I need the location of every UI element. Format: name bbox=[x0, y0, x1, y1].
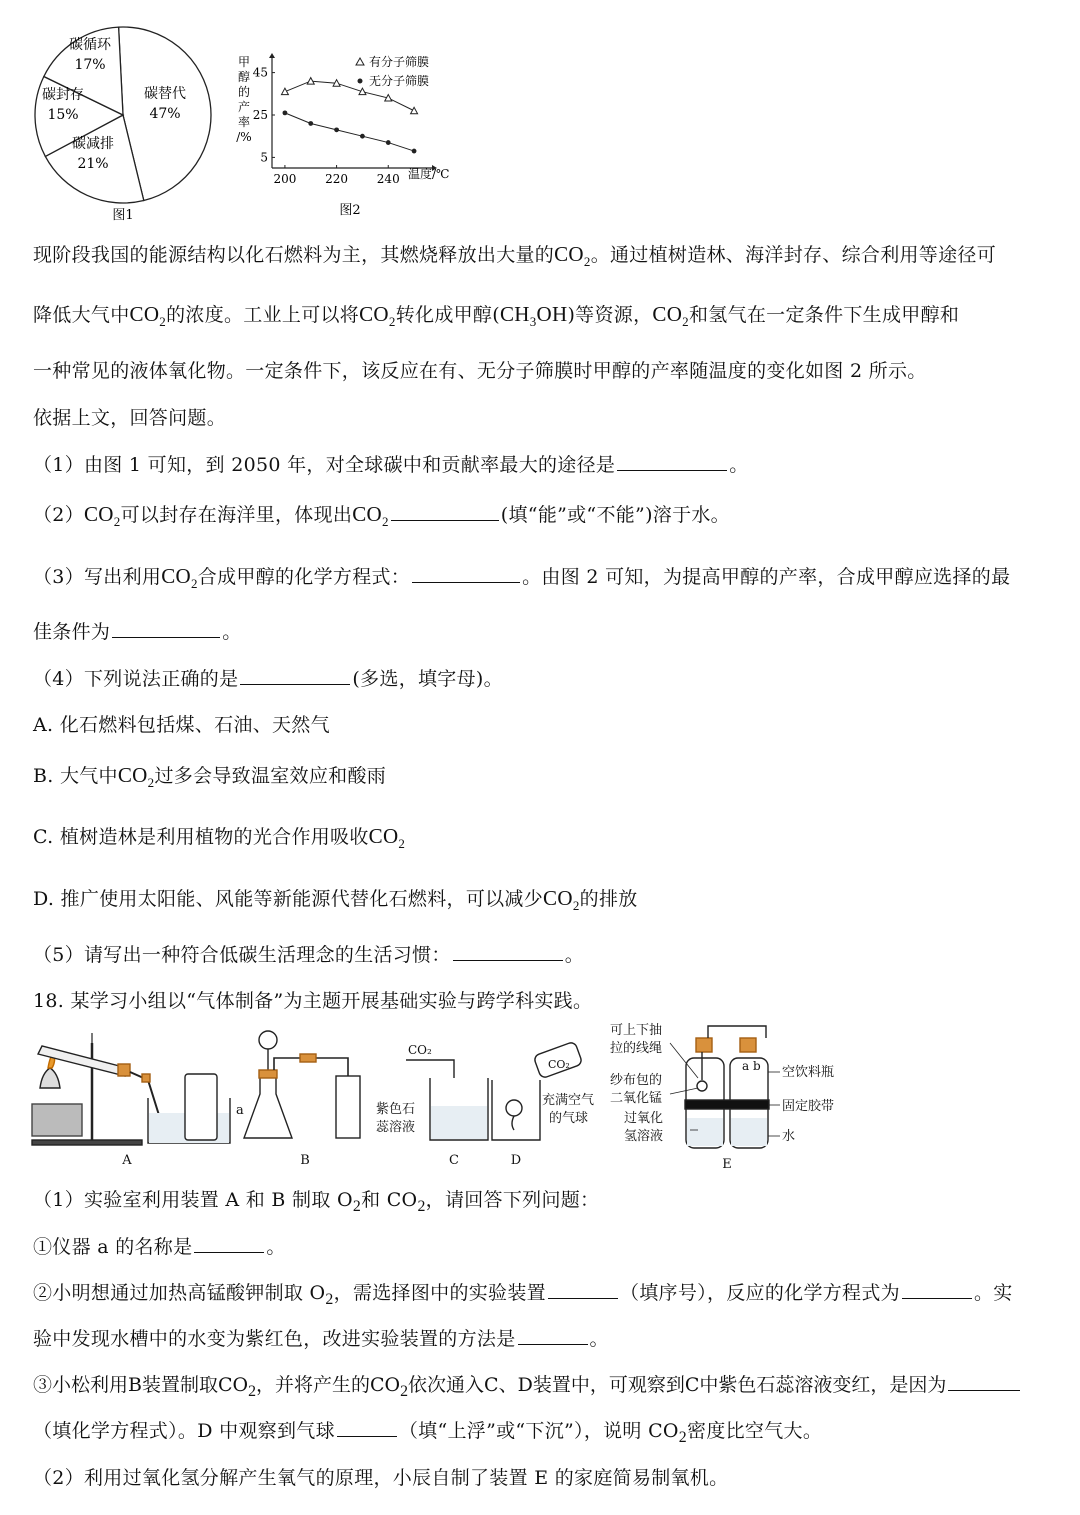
x-axis-label: 温度/℃ bbox=[408, 167, 450, 181]
e-water bbox=[731, 1118, 767, 1146]
c-gas-label: CO₂ bbox=[408, 1043, 432, 1057]
answer-blank[interactable] bbox=[902, 1280, 972, 1299]
pie-label-carbon-reduction: 碳减排 bbox=[72, 136, 114, 152]
gas-jar bbox=[336, 1076, 360, 1138]
e-ab-label: a b bbox=[742, 1059, 761, 1073]
flask-stopper bbox=[259, 1070, 277, 1078]
ylabel-char: 甲 bbox=[237, 55, 251, 69]
pie-value-carbon-substitution: 47% bbox=[149, 106, 181, 122]
legend bbox=[356, 54, 429, 88]
x-tick-label: 220 bbox=[325, 172, 349, 186]
sub-question-1-3-cont: （填化学方程式）。D 中观察到气球 （填“上浮”或“下沉”），说明 $CO_2$密度比空气大。 bbox=[33, 1420, 823, 1446]
sub-question-1-1: ①仪器 a 的名称是 。 bbox=[33, 1236, 286, 1258]
e-cap-right bbox=[740, 1038, 756, 1052]
answer-blank[interactable] bbox=[337, 1418, 397, 1437]
e-tape bbox=[685, 1100, 769, 1109]
passage-line-1 bbox=[33, 240, 996, 270]
conical-flask bbox=[244, 1074, 292, 1138]
ch3oh-formula: $CH_3OH$ bbox=[499, 302, 568, 330]
answer-blank[interactable] bbox=[453, 942, 563, 961]
data-point bbox=[308, 121, 313, 126]
co2-formula: $CO_2$ bbox=[84, 502, 121, 530]
pie-value-carbon-reduction: 21% bbox=[77, 156, 109, 172]
y-tick-label: 45 bbox=[252, 65, 268, 80]
passage-line-3: 一种常见的液体氧化物。一定条件下，该反应在有、无分子筛膜时甲醇的产率随温度的变化如图 2 所示。 bbox=[33, 360, 927, 382]
data-point bbox=[412, 149, 417, 154]
data-point bbox=[283, 110, 288, 115]
question-3-cont: 佳条件为 。 bbox=[33, 621, 242, 643]
data-point bbox=[386, 140, 391, 145]
stopper bbox=[118, 1064, 130, 1076]
label-d: D bbox=[510, 1153, 522, 1168]
d-balloon-label: 的气球 bbox=[549, 1111, 589, 1126]
sub-question-1-2: ②小明想通过加热高锰酸钾制取 $O_2$，需选择图中的实验装置 （填序号），反应的化学方程式为 。实 bbox=[33, 1282, 1013, 1308]
answer-blank[interactable] bbox=[391, 502, 499, 521]
d-balloon-label: 充满空气 bbox=[542, 1093, 595, 1108]
data-point bbox=[334, 127, 339, 132]
figure-1-caption: 图1 bbox=[112, 208, 134, 223]
co2-formula: $CO_2$ bbox=[652, 302, 689, 330]
balloon bbox=[506, 1100, 522, 1116]
apparatus-b bbox=[236, 1031, 360, 1168]
sub-question-2: （2）利用过氧化氢分解产生氧气的原理，小辰自制了装置 E 的家庭简易制氧机。 bbox=[33, 1467, 729, 1489]
pie-value-carbon-cycle: 17% bbox=[74, 57, 106, 73]
answer-blank[interactable] bbox=[112, 619, 220, 638]
label-a: A bbox=[122, 1153, 132, 1168]
co2-formula: $CO_2$ bbox=[543, 886, 580, 914]
funnel-bulb bbox=[259, 1031, 277, 1049]
apparatus-a bbox=[32, 1033, 230, 1168]
passage-line-4: 依据上文，回答问题。 bbox=[33, 407, 227, 429]
ylabel-char: /% bbox=[236, 130, 252, 144]
e-label: 固定胶带 bbox=[782, 1099, 835, 1114]
question-2: $(2)CO_2$可以封存在海洋里，体现出$CO_2$ (填“能”或“不能”)溶于水。 bbox=[33, 502, 730, 530]
e-label: 拉的线绳 bbox=[610, 1041, 663, 1056]
chart-series bbox=[281, 78, 417, 154]
co2-formula: $CO_2$ bbox=[554, 242, 591, 270]
option-b: B. 大气中$CO_2$过多会导致温室效应和酸雨 bbox=[33, 763, 387, 791]
sub-question-1: （1）实验室利用装置 A 和 B 制取 $O_2$和 $CO_2$，请回答下列问题： bbox=[33, 1189, 600, 1215]
y-axis-label bbox=[236, 55, 251, 144]
question-1: （1）由图 1 可知，到 2050 年，对全球碳中和贡献率最大的途径是 。 bbox=[33, 454, 749, 476]
ylabel-char: 的 bbox=[237, 85, 251, 99]
legend-triangle-marker bbox=[356, 58, 364, 65]
d-bottle-label: CO₂ bbox=[548, 1058, 570, 1071]
answer-blank[interactable] bbox=[194, 1234, 264, 1253]
pie-value-carbon-storage: 15% bbox=[47, 107, 79, 123]
e-h2o2 bbox=[687, 1118, 723, 1146]
answer-blank[interactable] bbox=[617, 452, 727, 471]
answer-blank[interactable] bbox=[948, 1372, 1020, 1391]
sub-question-1-2-cont: 验中发现水槽中的水变为紫红色，改进实验装置的方法是 。 bbox=[33, 1328, 609, 1350]
data-point bbox=[411, 107, 418, 114]
pie-label-carbon-storage: 碳封存 bbox=[42, 87, 84, 103]
ylabel-char: 率 bbox=[237, 115, 251, 129]
co2-formula: $CO_2$ bbox=[368, 824, 406, 852]
legend-with-membrane: 有分子筛膜 bbox=[369, 55, 430, 69]
tube-joint bbox=[300, 1054, 316, 1062]
figure-1-pie-chart bbox=[30, 25, 220, 225]
question-5: （5）请写出一种符合低碳生活理念的生活习惯： 。 bbox=[33, 944, 585, 966]
series-line-1 bbox=[285, 113, 414, 151]
y-axis-arrow bbox=[269, 53, 275, 58]
instrument-a-label: a bbox=[236, 1103, 244, 1118]
option-a: A. 化石燃料包括煤、石油、天然气 bbox=[33, 714, 330, 736]
passage-line-2: 降低大气中$CO_2$的浓度。工业上可以将$CO_2$转化成甲醇$(CH_3OH)$等资源，$CO_2$和氢气在一定条件下生成甲醇和 bbox=[33, 302, 960, 330]
text: 。通过植树造林、海洋封存、综合利用等途径可 bbox=[590, 244, 997, 266]
answer-blank[interactable] bbox=[548, 1280, 618, 1299]
x-tick-label: 200 bbox=[273, 172, 297, 186]
data-point bbox=[281, 88, 288, 95]
option-c: C. 植树造林是利用植物的光合作用吸收$CO_2$ bbox=[33, 824, 406, 852]
pie-label-carbon-substitution: 碳替代 bbox=[144, 86, 186, 102]
answer-blank[interactable] bbox=[240, 666, 350, 685]
x-tick-label: 240 bbox=[376, 172, 400, 186]
y-tick-label: 5 bbox=[260, 150, 268, 165]
apparatus-c bbox=[376, 1043, 488, 1168]
e-label: 可上下抽 bbox=[610, 1023, 663, 1038]
apparatus-e bbox=[610, 1022, 834, 1172]
collection-bottle bbox=[185, 1074, 217, 1140]
e-label: 空饮料瓶 bbox=[782, 1065, 835, 1080]
co2-formula: $CO_2$ bbox=[117, 763, 155, 791]
e-label: 二氧化锰 bbox=[610, 1091, 663, 1106]
c-solution-label: 紫色石 bbox=[376, 1102, 416, 1117]
stand-base bbox=[32, 1140, 142, 1145]
answer-blank[interactable] bbox=[412, 564, 520, 583]
alcohol-lamp bbox=[40, 1068, 60, 1088]
ylabel-char: 醇 bbox=[237, 70, 251, 84]
figure-2-caption: 图2 bbox=[339, 203, 361, 218]
y-tick-label: 25 bbox=[252, 108, 268, 122]
legend-dot-marker bbox=[358, 79, 363, 84]
wood-block bbox=[32, 1104, 82, 1136]
label-e: E bbox=[722, 1157, 732, 1172]
co2-formula: $CO_2$ bbox=[129, 302, 167, 330]
co2-formula: $CO_2$ bbox=[161, 564, 198, 592]
apparatus-figure bbox=[30, 1018, 860, 1173]
question-18-intro: 18. 某学习小组以“气体制备”为主题开展基础实验与跨学科实践。 bbox=[33, 990, 593, 1012]
option-d: D. 推广使用太阳能、风能等新能源代替化石燃料，可以减少$CO_2$的排放 bbox=[33, 886, 638, 914]
rubber-joint bbox=[142, 1074, 150, 1082]
text: 现阶段我国的能源结构以化石燃料为主，其燃烧释放出大量的 bbox=[33, 244, 555, 266]
e-mno2-pouch bbox=[697, 1081, 707, 1091]
c-solution-label: 蕊溶液 bbox=[376, 1120, 416, 1135]
c-solution bbox=[431, 1106, 487, 1139]
data-point bbox=[359, 88, 366, 95]
apparatus-d bbox=[492, 1041, 594, 1168]
pie-label-carbon-cycle: 碳循环 bbox=[69, 37, 111, 53]
label-c: C bbox=[449, 1153, 459, 1168]
legend-without-membrane: 无分子筛膜 bbox=[369, 74, 430, 88]
co2-formula: $CO_2$ bbox=[359, 302, 396, 330]
question-3: （3）写出利用$CO_2$合成甲醇的化学方程式： 。由图 2 可知，为提高甲醇的产率，合成甲醇应选择的最 bbox=[33, 564, 1011, 592]
sub-question-1-3: ③小松利用B装置制取$CO_2$，并将产生的$CO_2$依次通入C、D装置中，可观察到C中紫色石蕊溶液变红，是因为 bbox=[33, 1370, 1022, 1401]
label-b: B bbox=[300, 1153, 310, 1168]
e-label: 纱布包的 bbox=[610, 1073, 663, 1088]
co2-formula: $CO_2$ bbox=[352, 502, 389, 530]
answer-blank[interactable] bbox=[518, 1326, 588, 1345]
figure-2-line-chart bbox=[232, 50, 462, 225]
ylabel-char: 产 bbox=[237, 100, 251, 114]
question-4: （4）下列说法正确的是 (多选，填字母)。 bbox=[33, 668, 503, 690]
e-label: 过氧化 bbox=[624, 1111, 664, 1126]
e-tube bbox=[708, 1026, 766, 1038]
e-label: 水 bbox=[782, 1129, 796, 1144]
e-label: 氢溶液 bbox=[624, 1129, 664, 1144]
e-cap-left bbox=[696, 1038, 712, 1052]
data-point bbox=[360, 134, 365, 139]
